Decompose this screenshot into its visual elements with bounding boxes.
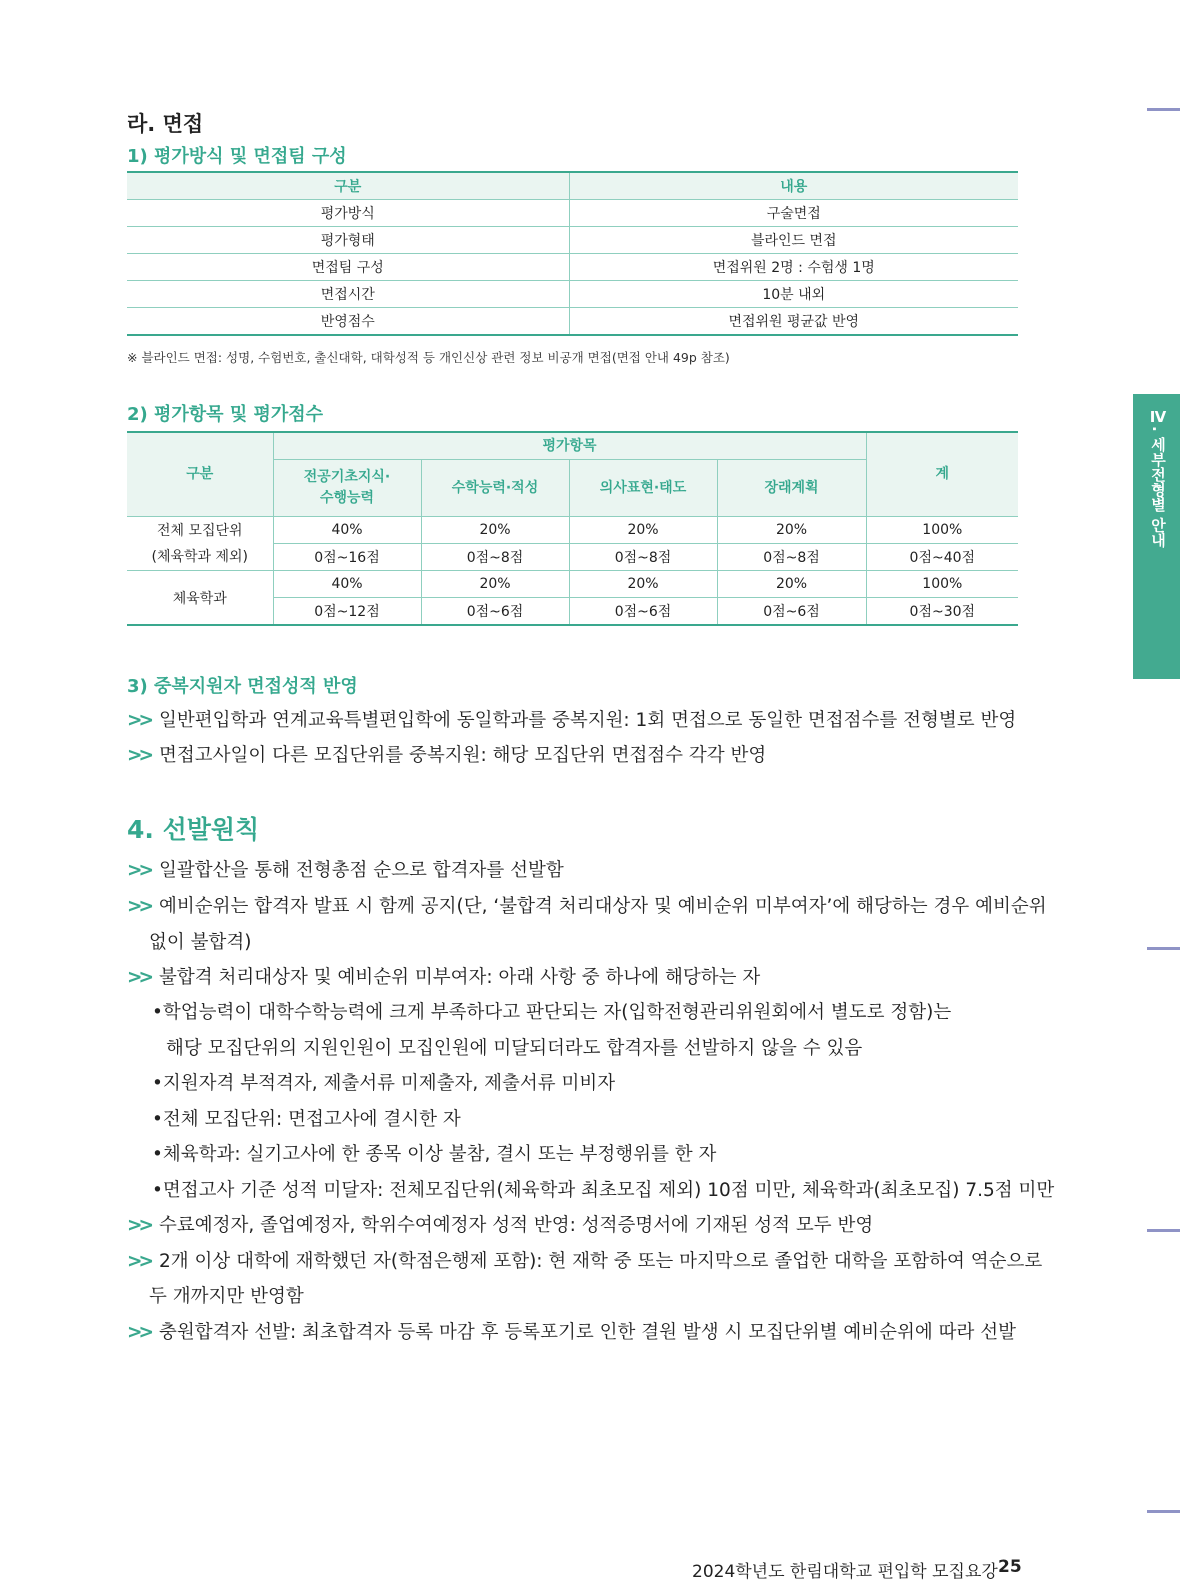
list-item bbox=[127, 1211, 873, 1237]
table-cell: 평가형태 bbox=[127, 227, 569, 254]
chapter-side-tab-label: Ⅳ. 세부전형별 안내 bbox=[1149, 408, 1167, 548]
list-item-text: 일괄합산을 통해 전형총점 순으로 합격자를 선발함 bbox=[159, 860, 564, 881]
table-cell: 블라인드 면접 bbox=[569, 227, 1018, 254]
table-cell: 평가방식 bbox=[127, 200, 569, 227]
bullet-dot-icon: • bbox=[152, 1144, 163, 1165]
double-chevron-icon: >> bbox=[127, 745, 151, 766]
table-header-cell: 구분 bbox=[127, 172, 569, 200]
bullet-item bbox=[152, 1105, 461, 1131]
header-item-expression: 의사표현·태도 bbox=[569, 460, 717, 517]
double-chevron-icon: >> bbox=[127, 710, 151, 731]
list-item bbox=[127, 1318, 1016, 1344]
table-cell: 40% bbox=[273, 571, 421, 598]
bullet-item bbox=[152, 1140, 716, 1166]
table-cell: 구술면접 bbox=[569, 200, 1018, 227]
section-heading-selection-principles: 4. 선발원칙 bbox=[127, 815, 260, 844]
list-item bbox=[127, 706, 1016, 732]
table-cell: 100% bbox=[866, 571, 1018, 598]
list-item-text: 수료예정자, 졸업예정자, 학위수여예정자 성적 반영: 성적증명서에 기재된 성적 모두 반영 bbox=[159, 1215, 874, 1236]
subheading-evaluation-items: 2) 평가항목 및 평가점수 bbox=[127, 404, 324, 425]
double-chevron-icon: >> bbox=[127, 1322, 151, 1343]
list-item bbox=[127, 963, 760, 989]
table-cell: 반영점수 bbox=[127, 308, 569, 336]
subheading-duplicate-applicants: 3) 중복지원자 면접성적 반영 bbox=[127, 676, 358, 697]
list-item-continuation: 없이 불합격) bbox=[149, 932, 252, 953]
table-cell: 10분 내외 bbox=[569, 281, 1018, 308]
bullet-text: 전체 모집단위: 면접고사에 결시한 자 bbox=[162, 1109, 461, 1130]
table-header-cell: 내용 bbox=[569, 172, 1018, 200]
header-line: 수행능력 bbox=[319, 490, 375, 506]
header-item-major-knowledge bbox=[273, 460, 421, 517]
header-line: 전공기초지식· bbox=[303, 469, 391, 485]
header-total: 계 bbox=[866, 432, 1018, 517]
list-item bbox=[127, 1247, 1042, 1273]
footer-title: 2024학년도 한림대학교 편입학 모집요강 bbox=[692, 1562, 998, 1582]
page-number: 25 bbox=[998, 1557, 1022, 1577]
table-cell: 0점~40점 bbox=[866, 544, 1018, 571]
list-item bbox=[127, 741, 766, 767]
evaluation-score-table bbox=[127, 431, 1018, 626]
row-label-line: 전체 모집단위 bbox=[156, 522, 243, 539]
table-cell: 0점~8점 bbox=[421, 544, 569, 571]
bullet-text: 지원자격 부적격자, 제출서류 미제출자, 제출서류 미비자 bbox=[162, 1073, 616, 1094]
side-divider-line bbox=[1147, 947, 1180, 950]
table-cell: 0점~6점 bbox=[421, 598, 569, 626]
list-item-continuation: 두 개까지만 반영함 bbox=[149, 1286, 304, 1307]
table-cell: 0점~8점 bbox=[717, 544, 866, 571]
table-cell: 20% bbox=[569, 571, 717, 598]
bullet-text: 체육학과: 실기고사에 한 종목 이상 불참, 결시 또는 부정행위를 한 자 bbox=[162, 1144, 717, 1165]
double-chevron-icon: >> bbox=[127, 860, 151, 881]
side-divider-line bbox=[1147, 108, 1180, 111]
table-cell: 20% bbox=[717, 571, 866, 598]
table-cell: 20% bbox=[421, 517, 569, 544]
table-header-row bbox=[127, 432, 1018, 460]
table-row bbox=[127, 281, 1018, 308]
bullet-item bbox=[152, 1176, 1054, 1202]
table-cell: 20% bbox=[717, 517, 866, 544]
bullet-dot-icon: • bbox=[152, 1180, 163, 1201]
double-chevron-icon: >> bbox=[127, 896, 151, 917]
table-row bbox=[127, 571, 1018, 598]
table-row bbox=[127, 254, 1018, 281]
table-cell: 20% bbox=[569, 517, 717, 544]
header-item-future-plan: 장래계획 bbox=[717, 460, 866, 517]
list-item-text: 충원합격자 선발: 최초합격자 등록 마감 후 등록포기로 인한 결원 발생 시 모집단위별 예비순위에 따라 선발 bbox=[159, 1322, 1017, 1343]
table-cell: 면접시간 bbox=[127, 281, 569, 308]
evaluation-method-table bbox=[127, 171, 1018, 336]
bullet-dot-icon: • bbox=[152, 1073, 163, 1094]
table-cell: 100% bbox=[866, 517, 1018, 544]
double-chevron-icon: >> bbox=[127, 1251, 151, 1272]
side-divider-line bbox=[1147, 1510, 1180, 1513]
list-item-text: 불합격 처리대상자 및 예비순위 미부여자: 아래 사항 중 하나에 해당하는 자 bbox=[159, 967, 761, 988]
double-chevron-icon: >> bbox=[127, 967, 151, 988]
table-cell: 20% bbox=[421, 571, 569, 598]
header-evaluation-items: 평가항목 bbox=[273, 432, 866, 460]
bullet-text: 면접고사 기준 성적 미달자: 전체모집단위(체육학과 최초모집 제외) 10점 미만, 체육학과(최초모집) 7.5점 미만 bbox=[162, 1180, 1055, 1201]
side-divider-line bbox=[1147, 1229, 1180, 1232]
table-row bbox=[127, 227, 1018, 254]
table-cell: 40% bbox=[273, 517, 421, 544]
list-item-text: 2개 이상 대학에 재학했던 자(학점은행제 포함): 현 재학 중 또는 마지막으로 졸업한 대학을 포함하여 역순으로 bbox=[159, 1251, 1043, 1272]
subheading-evaluation-method: 1) 평가방식 및 면접팀 구성 bbox=[127, 146, 347, 167]
bullet-text: 학업능력이 대학수학능력에 크게 부족하다고 판단되는 자(입학전형관리위원회에서 별도로 정함)는 bbox=[162, 1002, 952, 1023]
table-row bbox=[127, 308, 1018, 336]
bullet-item bbox=[152, 998, 951, 1024]
table-cell: 면접위원 평균값 반영 bbox=[728, 314, 860, 330]
table-cell: 면접위원 2명 : 수험생 1명 bbox=[569, 254, 1018, 281]
bullet-dot-icon: • bbox=[152, 1109, 163, 1130]
table-cell: 0점~8점 bbox=[569, 544, 717, 571]
row-label-line: (체육학과 제외) bbox=[151, 548, 249, 565]
row-label-physical-education: 체육학과 bbox=[127, 571, 273, 626]
list-item-text: 면접고사일이 다른 모집단위를 중복지원: 해당 모집단위 면접점수 각각 반영 bbox=[159, 745, 767, 766]
header-item-aptitude: 수학능력·적성 bbox=[421, 460, 569, 517]
table-row bbox=[127, 517, 1018, 544]
list-item bbox=[127, 892, 1047, 918]
table-cell: 0점~12점 bbox=[273, 598, 421, 626]
bullet-item bbox=[152, 1069, 615, 1095]
table-cell: 0점~30점 bbox=[866, 598, 1018, 626]
bullet-continuation: 해당 모집단위의 지원인원이 모집인원에 미달되더라도 합격자를 선발하지 않을 수 있음 bbox=[166, 1038, 863, 1059]
table-cell: 0점~16점 bbox=[273, 544, 421, 571]
bullet-dot-icon: • bbox=[152, 1002, 163, 1023]
list-item bbox=[127, 856, 564, 882]
section-heading-interview: 라. 면접 bbox=[127, 112, 204, 136]
row-label-all-units bbox=[127, 517, 273, 571]
list-item-text: 예비순위는 합격자 발표 시 함께 공지(단, ‘불합격 처리대상자 및 예비순위 미부여자’에 해당하는 경우 예비순위 bbox=[159, 896, 1047, 917]
list-item-text: 일반편입학과 연계교육특별편입학에 동일학과를 중복지원: 1회 면접으로 동일한 면접점수를 전형별로 반영 bbox=[159, 710, 1017, 731]
double-chevron-icon: >> bbox=[127, 1215, 151, 1236]
table-cell: 0점~6점 bbox=[717, 598, 866, 626]
table-cell: 0점~6점 bbox=[569, 598, 717, 626]
table-header-row bbox=[127, 172, 1018, 200]
blind-interview-note: ※ 블라인드 면접: 성명, 수험번호, 출신대학, 대학성적 등 개인신상 관련 정보 비공개 면접(면접 안내 49p 참조) bbox=[127, 350, 730, 365]
header-gubun: 구분 bbox=[127, 432, 273, 517]
table-cell: 면접팀 구성 bbox=[127, 254, 569, 281]
table-row bbox=[127, 200, 1018, 227]
